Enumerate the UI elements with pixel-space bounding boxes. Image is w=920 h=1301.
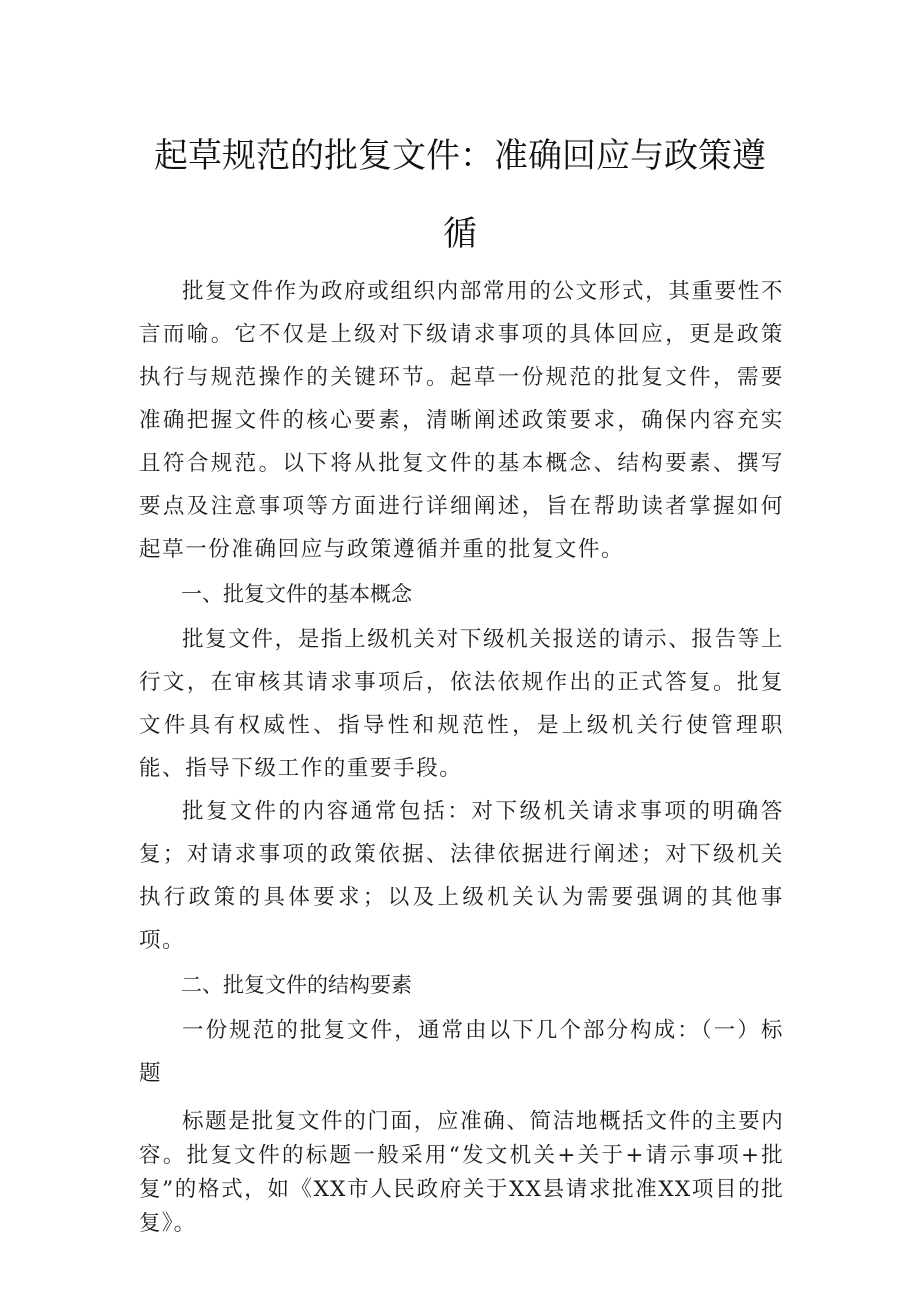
document-title-line-2: 循 xyxy=(443,214,477,254)
document-body xyxy=(139,270,784,1241)
document-title-line-1: 起草规范的批复文件：准确回应与政策遵 xyxy=(154,136,766,176)
body-paragraph-structure: 一份规范的批复文件，通常由以下几个部分构成：（一）标题 xyxy=(139,1018,784,1086)
section-heading-2: 二、批复文件的结构要素 xyxy=(181,973,412,997)
body-paragraph-definition: 批复文件，是指上级机关对下级机关报送的请示、报告等上行文，在审核其请求事项后，依法依规作出的正式答复。批复文件具有权威性、指导性和规范性，是上级机关行使管理职能、指导下级工作的重要手段。 xyxy=(139,627,784,781)
body-paragraph-contents: 批复文件的内容通常包括：对下级机关请求事项的明确答复；对请求事项的政策依据、法律依据进行阐述；对下级机关执行政策的具体要求；以及上级机关认为需要强调的其他事项。 xyxy=(139,799,784,953)
intro-paragraph: 批复文件作为政府或组织内部常用的公文形式，其重要性不言而喻。它不仅是上级对下级请求事项的具体回应，更是政策执行与规范操作的关键环节。起草一份规范的批复文件，需要准确把握文件的核心要素，清晰阐述政策要求，确保内容充实且符合规范。以下将从批复文件的基本概念、结构要素、撰写要点及注意事项等方面进行详细阐述，旨在帮助读者掌握如何起草一份准确回应与政策遵循并重的批复文件。 xyxy=(139,279,784,562)
body-paragraph-title-format: 标题是批复文件的门面，应准确、简洁地概括文件的主要内容。批复文件的标题一般采用“发文机关+关于+请示事项+批复”的格式，如《XX市人民政府关于XX县请求批准XX项目的批复》。 xyxy=(139,1109,784,1236)
section-heading-1: 一、批复文件的基本概念 xyxy=(181,582,412,606)
